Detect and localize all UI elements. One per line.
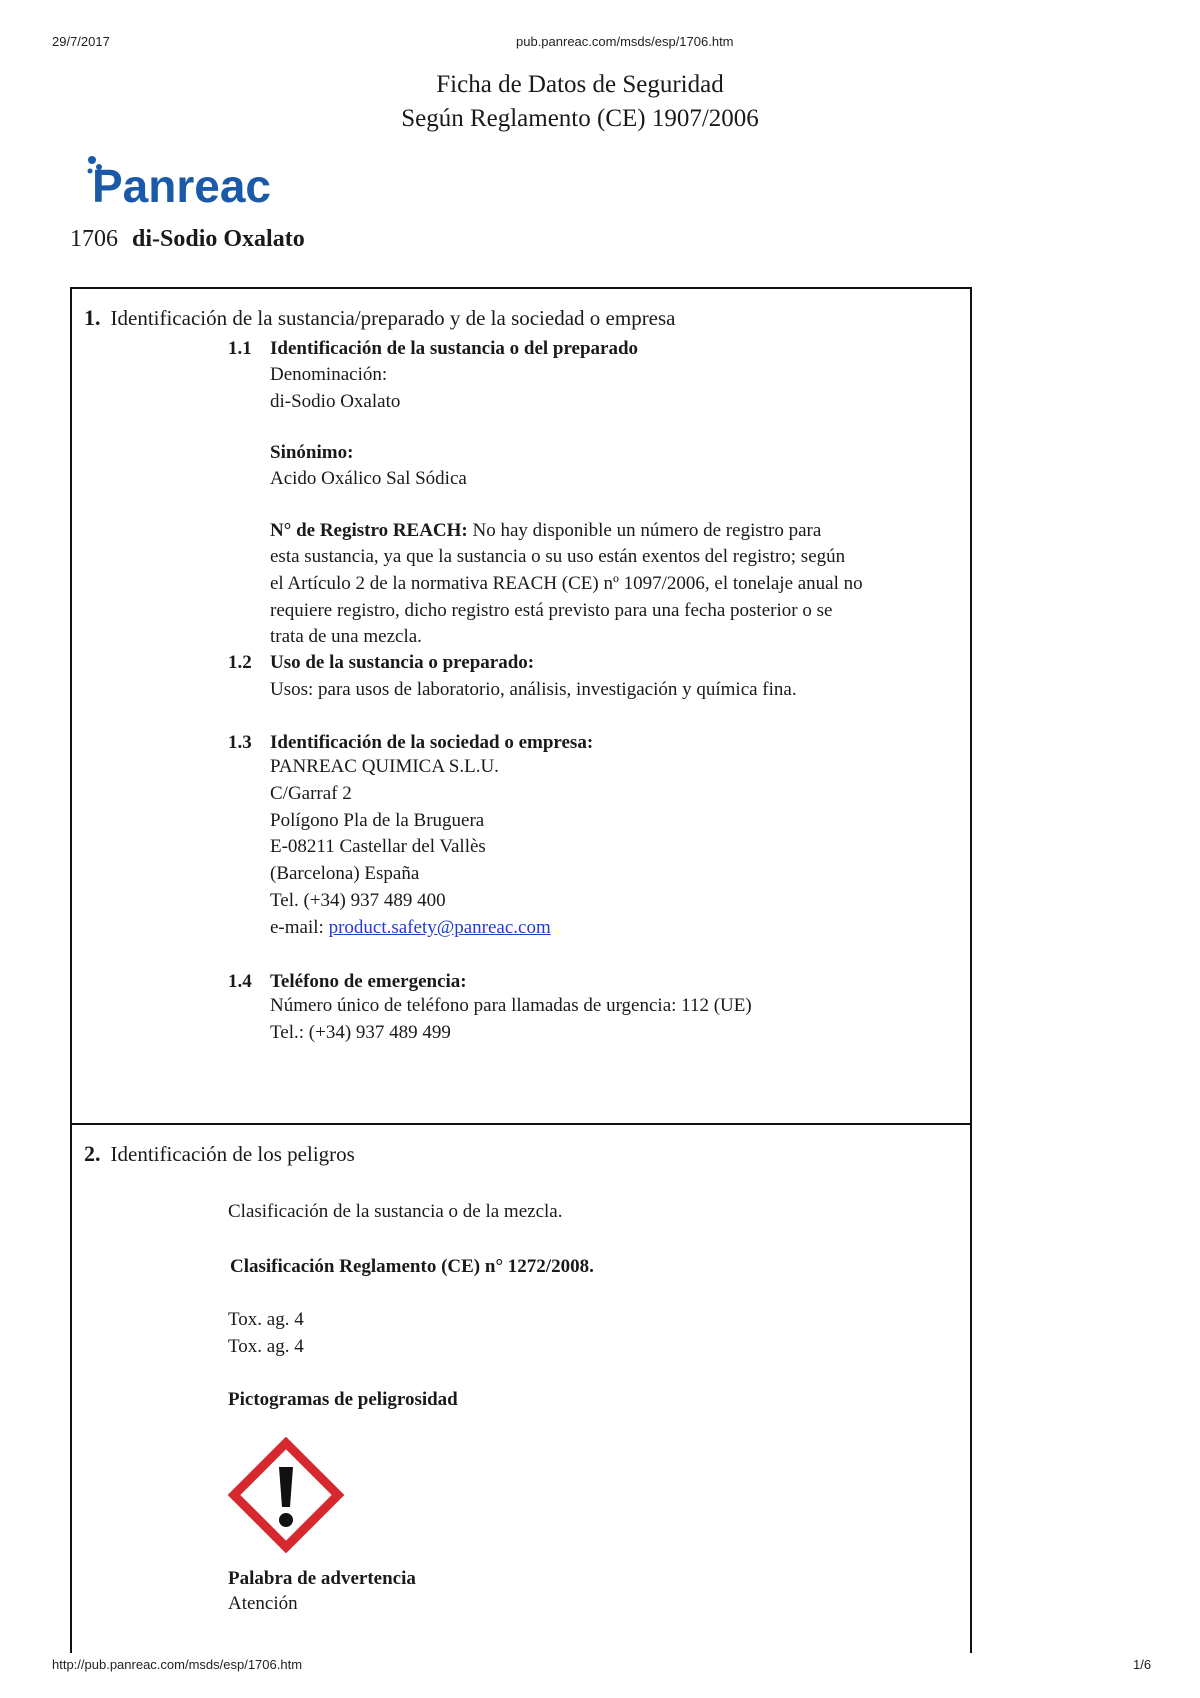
section-2 xyxy=(70,1123,972,1653)
page-number: 1/6 xyxy=(1133,1657,1152,1672)
section-1-heading: Identificación de la sustancia/preparado y de la sociedad o empresa xyxy=(110,306,676,330)
document-title: Ficha de Datos de Seguridad xyxy=(436,71,724,98)
tox-line-1: Tox. ag. 4 xyxy=(228,1309,304,1330)
reach-line-3: el Artículo 2 de la normativa REACH (CE) nº 1097/2006, el tonelaje anual no xyxy=(270,573,863,594)
reach-line-5: trata de una mezcla. xyxy=(270,626,422,647)
company-city: E-08211 Castellar del Vallès xyxy=(270,836,486,857)
tox-line-2: Tox. ag. 4 xyxy=(228,1336,304,1357)
denominacion-label: Denominación: xyxy=(270,364,388,385)
sinonimo-value: Acido Oxálico Sal Sódica xyxy=(270,468,467,489)
section-1 xyxy=(70,287,972,1125)
emergency-line-1: Número único de teléfono para llamadas de urgencia: 112 (UE) xyxy=(270,995,752,1016)
company-street: C/Garraf 2 xyxy=(270,783,352,804)
reglamento-heading: Clasificación Reglamento (CE) n° 1272/2008. xyxy=(230,1256,594,1277)
email-label: e-mail: xyxy=(270,917,329,938)
section-1-number: 1. xyxy=(84,305,101,330)
company-area: Polígono Pla de la Bruguera xyxy=(270,810,485,831)
product-heading xyxy=(70,226,305,253)
section-2-heading: Identificación de los peligros xyxy=(110,1142,355,1166)
reach-label: N° de Registro REACH: xyxy=(270,520,468,541)
subsection-1-3-number: 1.3 xyxy=(228,732,252,753)
reach-line-2: esta sustancia, ya que la sustancia o su uso están exentos del registro; según xyxy=(270,546,846,567)
document-subtitle: Según Reglamento (CE) 1907/2006 xyxy=(401,105,759,132)
company-region: (Barcelona) España xyxy=(270,863,420,884)
company-tel: Tel. (+34) 937 489 400 xyxy=(270,890,446,911)
product-code: 1706 xyxy=(70,226,118,252)
palabra-label: Palabra de advertencia xyxy=(228,1568,416,1589)
panreac-logo-icon xyxy=(84,152,314,218)
clasificacion-text: Clasificación de la sustancia o de la mezcla. xyxy=(228,1201,563,1222)
section-2-title xyxy=(84,1141,355,1167)
subsection-1-2-heading: Uso de la sustancia o preparado: xyxy=(270,652,535,673)
subsection-1-2-number: 1.2 xyxy=(228,652,252,673)
subsection-1-3-heading: Identificación de la sociedad o empresa: xyxy=(270,732,594,753)
product-name: di-Sodio Oxalato xyxy=(132,226,305,252)
sinonimo-label: Sinónimo: xyxy=(270,442,354,463)
exclamation-mark-pictogram-icon xyxy=(228,1437,344,1553)
pictogramas-heading: Pictogramas de peligrosidad xyxy=(228,1389,458,1410)
uso-text: Usos: para usos de laboratorio, análisis, investigación y química fina. xyxy=(270,679,797,700)
subsection-1-4-heading: Teléfono de emergencia: xyxy=(270,971,467,992)
subsection-1-1-number: 1.1 xyxy=(228,338,252,359)
print-footer-url: http://pub.panreac.com/msds/esp/1706.htm xyxy=(52,1657,303,1672)
denominacion-value: di-Sodio Oxalato xyxy=(270,391,401,412)
company-name: PANREAC QUIMICA S.L.U. xyxy=(270,756,499,777)
panreac-logo xyxy=(84,152,314,218)
subsection-1-4-number: 1.4 xyxy=(228,971,252,992)
reach-line-1 xyxy=(270,517,821,544)
reach-line-4: requiere registro, dicho registro está previsto para una fecha posterior o se xyxy=(270,600,833,621)
logo-text: Panreac xyxy=(92,160,272,212)
reach-text-1: No hay disponible un número de registro para xyxy=(472,520,822,541)
section-1-title xyxy=(84,305,676,331)
company-email-line xyxy=(270,914,551,941)
print-date: 29/7/2017 xyxy=(52,34,110,49)
emergency-line-2: Tel.: (+34) 937 489 499 xyxy=(270,1022,451,1043)
print-header-url: pub.panreac.com/msds/esp/1706.htm xyxy=(516,34,734,49)
palabra-value: Atención xyxy=(228,1593,298,1614)
email-link[interactable]: product.safety@panreac.com xyxy=(328,917,551,938)
section-2-number: 2. xyxy=(84,1141,101,1166)
subsection-1-1-heading: Identificación de la sustancia o del preparado xyxy=(270,338,639,359)
